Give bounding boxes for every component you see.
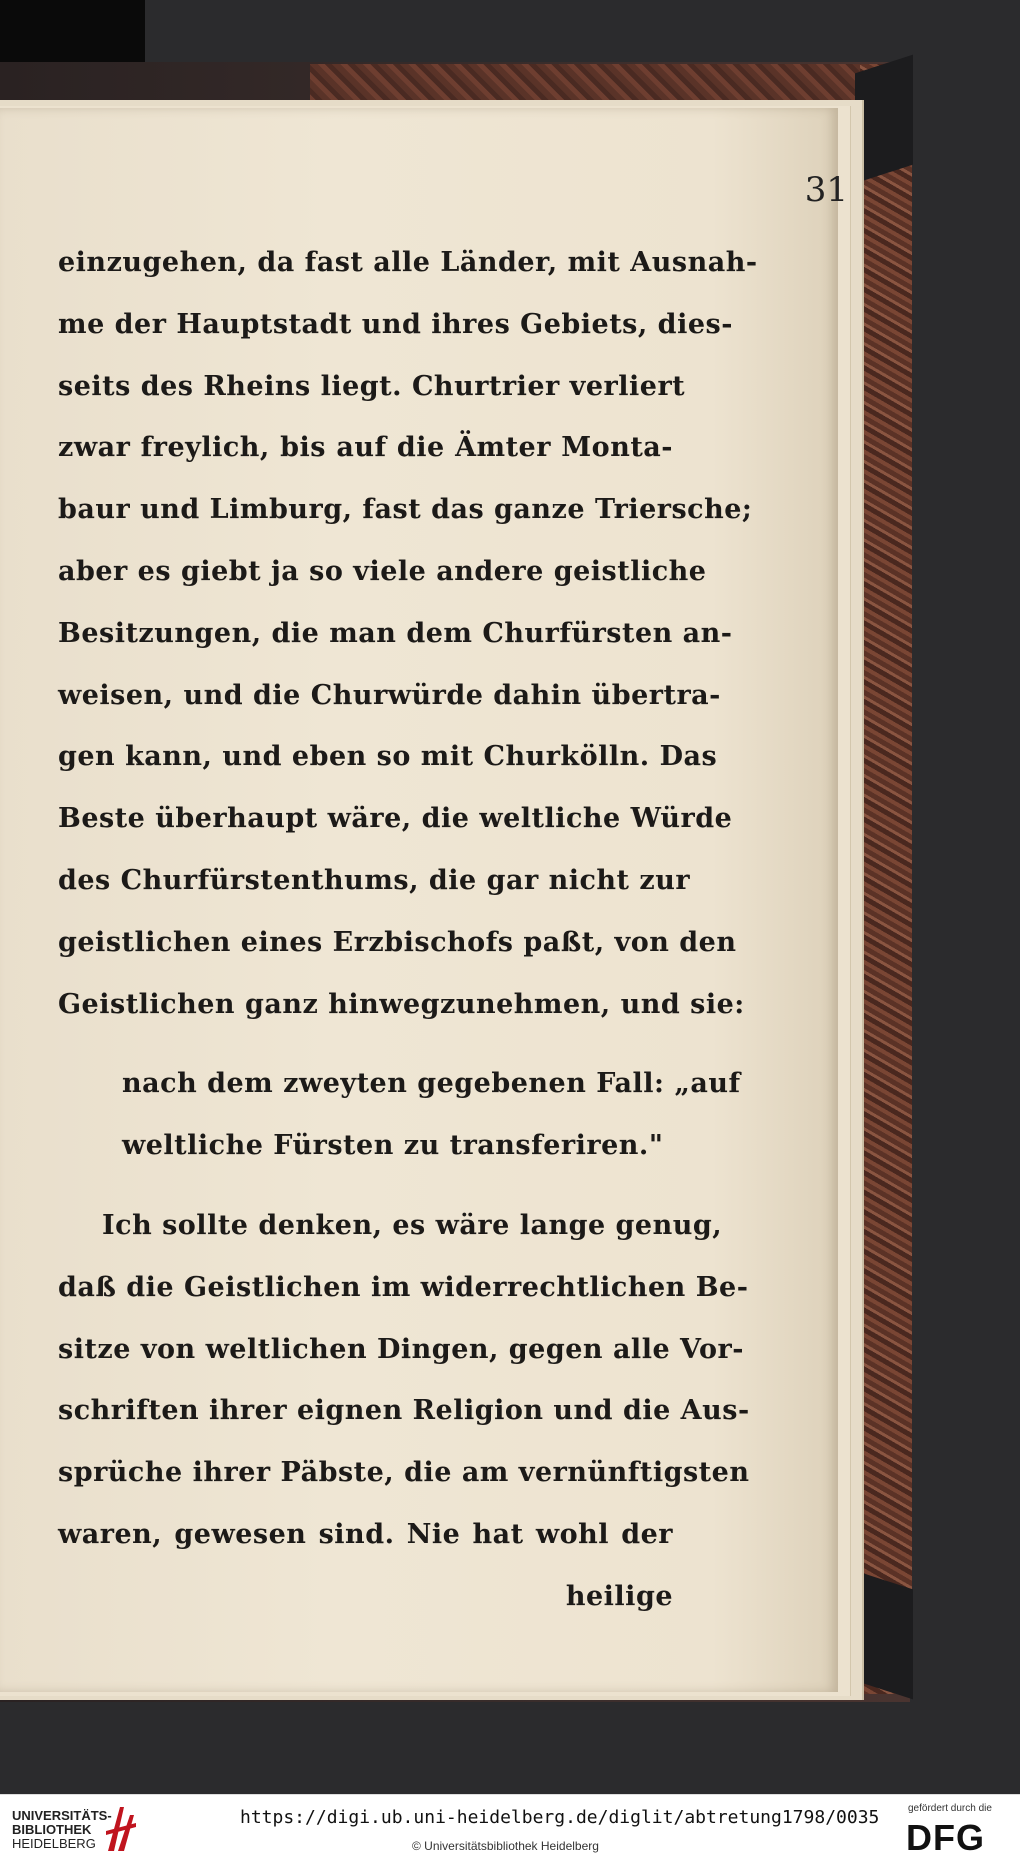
marbled-cover-edge (860, 64, 912, 1694)
text-line: gen kann, und eben so mit Churkölln. Das (58, 741, 718, 773)
logo-line: UNIVERSITÄTS- (12, 1808, 112, 1823)
scan-background-corner (0, 0, 145, 62)
text-line: Besitzungen, die man dem Churfürsten an- (58, 617, 733, 649)
text-line: baur und Limburg, fast das ganze Triersche; (58, 494, 753, 526)
copyright-notice: © Universitätsbibliothek Heidelberg (412, 1839, 599, 1853)
dfg-logo[interactable]: DFG (906, 1817, 985, 1858)
page-number: 31 (804, 170, 848, 210)
funding-note: gefördert durch die (908, 1803, 992, 1814)
text-line: me der Hauptstadt und ihres Gebiets, dies- (58, 308, 733, 340)
text-line: aber es giebt ja so viele andere geistliche (58, 555, 707, 587)
library-logo[interactable] (12, 1809, 112, 1851)
text-line: weisen, und die Churwürde dahin übertra- (58, 679, 721, 711)
quote-line: weltliche Fürsten zu transferiren." (122, 1130, 664, 1162)
text-line: Beste überhaupt wäre, die weltliche Würde (58, 803, 733, 835)
logo-line: BIBLIOTHEK (12, 1822, 92, 1837)
text-line: Geistlichen ganz hinwegzunehmen, und sie: (58, 988, 745, 1020)
text-line: des Churfürstenthums, die gar nicht zur (58, 864, 691, 896)
page-text (58, 232, 758, 1628)
text-line: sprüche ihrer Päbste, die am vernünftigsten (58, 1457, 750, 1489)
text-line: seits des Rheins liegt. Churtrier verliert (58, 370, 686, 402)
logo-line: HEIDELBERG (12, 1836, 96, 1851)
quote-line: nach dem zweyten gegebenen Fall: „auf (122, 1068, 741, 1100)
catchword: heilige (565, 1580, 673, 1612)
text-line: sitze von weltlichen Dingen, gegen alle Vor- (58, 1333, 744, 1365)
text-line: Ich sollte denken, es wäre lange genug, (102, 1209, 723, 1241)
text-line: daß die Geistlichen im widerrechtlichen Be- (58, 1271, 749, 1303)
heidelberg-logo-icon (102, 1801, 140, 1859)
viewer-footer (0, 1794, 1020, 1867)
page-url-link[interactable]: https://digi.ub.uni-heidelberg.de/diglit/abtretung1798/0035 (240, 1807, 880, 1828)
text-line: zwar freylich, bis auf die Ämter Monta- (58, 432, 673, 464)
text-line: waren, gewesen sind. Nie hat wohl der (58, 1518, 673, 1550)
text-line: geistlichen eines Erzbischofs paßt, von den (58, 926, 737, 958)
text-line: einzugehen, da fast alle Länder, mit Ausnah- (58, 247, 758, 278)
text-line: schriften ihrer eignen Religion und die Aus- (58, 1395, 750, 1427)
